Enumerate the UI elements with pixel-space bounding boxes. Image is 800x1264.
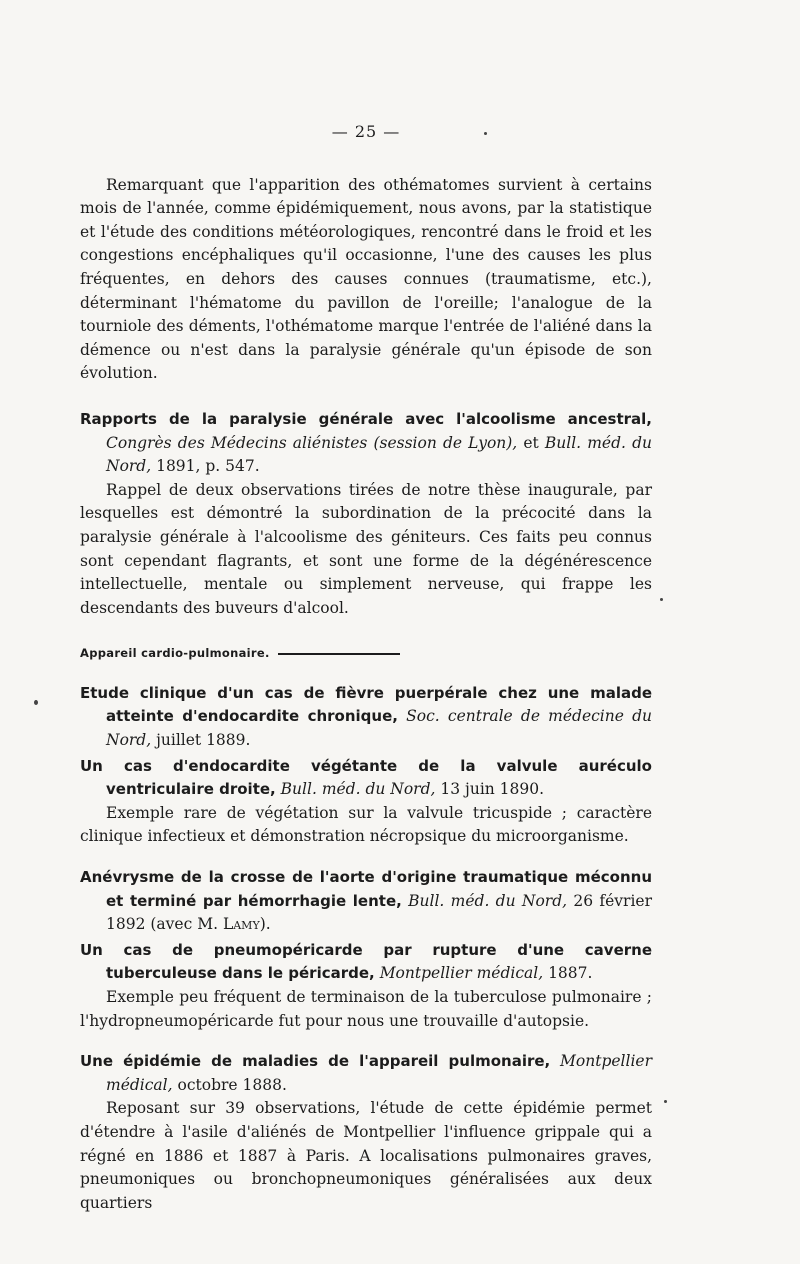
entry-title: Etude clinique d'un cas de fièvre puerpérale chez une malade atteinte d'endocardite chronique,	[80, 683, 652, 726]
entry-date: 1891, p. 547.	[151, 457, 260, 476]
entry-date: 13 juin 1890.	[435, 780, 545, 799]
entry-date: juillet 1889.	[151, 731, 251, 750]
section-heading	[80, 642, 652, 666]
entry-anevrysme	[80, 866, 652, 937]
ink-speck	[34, 700, 38, 705]
page-number: — 25 —	[331, 122, 401, 141]
entry-bulletin: Bull. méd. du Nord,	[106, 433, 652, 476]
entry-pneumopericarde	[80, 939, 652, 986]
ink-speck	[664, 1100, 667, 1103]
entry-source: Soc. centrale de médecine du Nord,	[106, 707, 653, 750]
entry-separator: et	[517, 433, 545, 452]
entry-title: Anévrysme de la crosse de l'aorte d'origine traumatique méconnu et terminé par hémorrhagie lente,	[80, 868, 652, 910]
entry-summary: Exemple rare de végétation sur la valvule tricuspide ; caractère clinique infectieux et démonstration nécropsique du microorganisme.	[80, 803, 652, 846]
entry-summary: Exemple peu fréquent de terminaison de la tuberculose pulmonaire ; l'hydropneumopéricarde fut pour nous une trouvaille d'autopsie.	[80, 988, 652, 1030]
entry-title: Un cas d'endocardite végétante de la valvule auréculo ventriculaire droite,	[80, 756, 652, 799]
entry-endocardite	[80, 755, 652, 802]
entry-title: Un cas de pneumopéricarde par rupture d'une caverne tuberculeuse dans le péricarde,	[80, 940, 652, 983]
entry-summary: Reposant sur 39 observations, l'étude de cette épidémie permet d'étendre à l'asile d'aliénés de Montpellier l'influence grippale qui a régné en 1886 et 1887 à Paris. A localisations pulmonaires graves, pneumoniques ou bronchopneumoniques généralisées aux deux quartiers	[80, 1099, 652, 1212]
entry-source: Congrès des Médecins aliénistes (session de Lyon),	[106, 433, 518, 452]
entry-source: Montpellier médical,	[106, 1052, 652, 1094]
entry-date: 1887.	[543, 964, 593, 983]
entry-title: Rapports de la paralysie générale avec l'alcoolisme ancestral,	[80, 409, 652, 428]
entry-alcoolisme	[80, 408, 652, 479]
intro-paragraph: Remarquant que l'apparition des othématomes survient à certains mois de l'année, comme épidémiquement, nous avons, par la statistique et l'étude des conditions météorologiques, rencontré dans le froid et les congestions encéphaliques qu'il occasionne, l'une des causes les plus fréquentes, en dehors des causes connues (traumatisme, etc.), déterminant l'hématome du pavillon de l'oreille; l'analogue de la tourniole des déments, l'othématome marque l'entrée de l'aliéné dans la démence ou n'est dans la paralysie générale qu'un épisode de son évolution.	[80, 175, 652, 383]
ink-speck	[660, 598, 663, 601]
entry-date: octobre 1888.	[172, 1075, 287, 1094]
section-heading-text: Appareil cardio-pulmonaire.	[80, 646, 270, 661]
entry-fievre-puerperale	[80, 682, 652, 753]
entry-date-end: ).	[259, 915, 271, 934]
entry-coauthor: Lamy	[222, 915, 260, 934]
entry-source: Montpellier médical,	[379, 964, 544, 983]
entry-date: 26 février 1892 (avec M.	[106, 891, 652, 934]
entry-summary: Rappel de deux observations tirées de notre thèse inaugurale, par lesquelles est démontré la subordination de la précocité dans la paralysie générale à l'alcoolisme des géniteurs. Ces faits peu connus sont cependant flagrants, et sont une forme de la dégénérescence intellectuelle, mentale ou simplement nerveuse, qui frappe les descendants des buveurs d'alcool.	[80, 480, 652, 617]
section-rule	[278, 653, 400, 655]
page-content	[80, 120, 652, 1215]
entry-source: Bull. méd. du Nord,	[280, 780, 436, 799]
entry-epidemie	[80, 1050, 652, 1097]
entry-source: Bull. méd. du Nord,	[408, 891, 568, 910]
entry-title: Une épidémie de maladies de l'appareil pulmonaire,	[80, 1052, 551, 1071]
